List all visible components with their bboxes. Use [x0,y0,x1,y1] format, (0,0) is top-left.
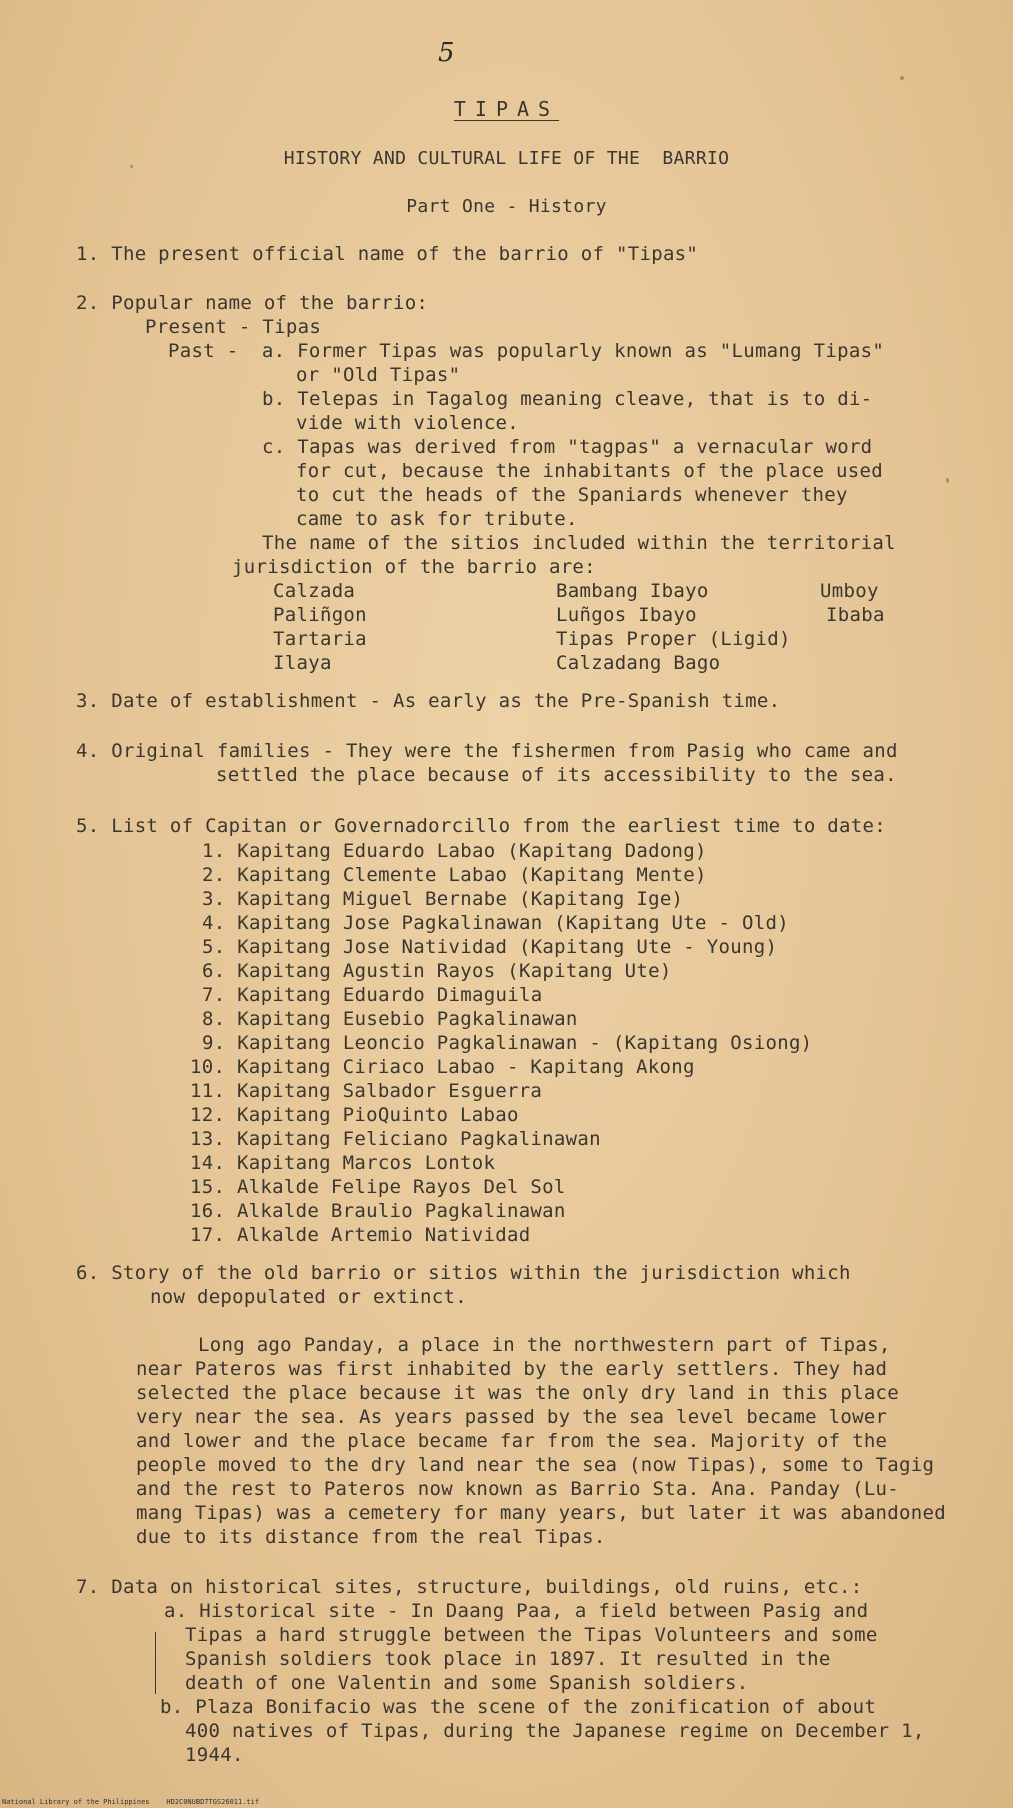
story-paragraph-line: mang Tipas) was a cemetery for many years, but later it was abandoned [136,1502,946,1524]
capitan-list-item: 4. Kapitang Jose Pagkalinawan (Kapitang Ute - Old) [202,912,789,934]
sitio-name: Ibaba [826,604,885,626]
item-2-heading: 2. Popular name of the barrio: [76,292,429,314]
capitan-list-item: 14. Kapitang Marcos Lontok [190,1152,496,1174]
historical-site-b: b. Plaza Bonifacio was the scene of the zonification of about [160,1696,877,1718]
capitan-list-item: 3. Kapitang Miguel Bernabe (Kapitang Ige) [202,888,684,910]
sitio-name: Tartaria [273,628,367,650]
sitios-intro-cont: jurisdiction of the barrio are: [232,556,596,578]
sitio-name: Tipas Proper (Ligid) [556,628,791,650]
item-2-past-b: b. Telepas in Tagalog meaning cleave, that is to di- [262,388,873,410]
item-2-past-c: c. Tapas was derived from "tagpas" a vernacular word [262,436,873,458]
capitan-list-item: 5. Kapitang Jose Natividad (Kapitang Ute - Young) [202,936,778,958]
item-6: 6. Story of the old barrio or sitios within the jurisdiction which [76,1262,851,1284]
capitan-list-item: 2. Kapitang Clemente Labao (Kapitang Mente) [202,864,707,886]
item-1: 1. The present official name of the barrio of "Tipas" [76,243,699,265]
margin-pencil-mark [155,1632,156,1694]
item-2-past-a: Past - a. Former Tipas was popularly known as "Lumang Tipas" [168,340,885,362]
page-number: 5 [438,38,455,68]
historical-site-a-cont: Spanish soldiers took place in 1897. It resulted in the [185,1648,831,1670]
document-subtitle: HISTORY AND CULTURAL LIFE OF THE BARRIO [283,148,730,169]
sitios-intro: The name of the sitios included within the territorial [262,532,896,554]
item-2-past-c-cont: for cut, because the inhabitants of the place used [296,460,883,482]
capitan-list-item: 10. Kapitang Ciriaco Labao - Kapitang Akong [190,1056,695,1078]
story-paragraph-line: Long ago Panday, a place in the northwestern part of Tipas, [198,1334,891,1356]
part-heading: Part One - History [406,196,607,217]
story-paragraph-line: selected the place because it was the only dry land in this place [136,1382,900,1404]
capitan-list-item: 15. Alkalde Felipe Rayos Del Sol [190,1176,566,1198]
capitan-list-item: 8. Kapitang Eusebio Pagkalinawan [202,1008,578,1030]
historical-site-b-cont: 1944. [185,1744,244,1766]
historical-site-a: a. Historical site - In Daang Paa, a field between Pasig and [164,1600,869,1622]
capitan-list-item: 17. Alkalde Artemio Natividad [190,1224,531,1246]
item-2-present: Present - Tipas [145,316,322,338]
capitan-list-item: 1. Kapitang Eduardo Labao (Kapitang Dadong) [202,840,707,862]
document-title: TIPAS [453,97,560,121]
story-paragraph-line: and lower and the place became far from the sea. Majority of the [136,1430,888,1452]
item-5-heading: 5. List of Capitan or Governadorcillo from the earliest time to date: [76,815,886,837]
story-paragraph-line: near Pateros was first inhabited by the early settlers. They had [136,1358,888,1380]
item-4-cont: settled the place because of its accessibility to the sea. [216,764,897,786]
story-paragraph-line: and the rest to Pateros now known as Barrio Sta. Ana. Panday (Lu- [136,1478,900,1500]
capitan-list-item: 12. Kapitang PioQuinto Labao [190,1104,519,1126]
item-6-cont: now depopulated or extinct. [150,1286,467,1308]
historical-site-a-cont: Tipas a hard struggle between the Tipas Volunteers and some [185,1624,878,1646]
item-2-past-b-cont: vide with violence. [296,412,520,434]
item-7-heading: 7. Data on historical sites, structure, buildings, old ruins, etc.: [76,1576,863,1598]
sitio-name: Bambang Ibayo [556,580,709,602]
item-2-past-a-cont: or "Old Tipas" [296,364,461,386]
capitan-list-item: 16. Alkalde Braulio Pagkalinawan [190,1200,566,1222]
capitan-list-item: 7. Kapitang Eduardo Dimaguila [202,984,543,1006]
capitan-list-item: 9. Kapitang Leoncio Pagkalinawan - (Kapitang Osiong) [202,1032,813,1054]
historical-site-b-cont: 400 natives of Tipas, during the Japanese regime on December 1, [185,1720,925,1742]
sitio-name: Umboy [820,580,879,602]
capitan-list-item: 11. Kapitang Salbador Esguerra [190,1080,543,1102]
paper-speck [946,478,949,483]
sitio-name: Luñgos Ibayo [556,604,697,626]
paper-speck [900,76,904,80]
story-paragraph-line: very near the sea. As years passed by the sea level became lower [136,1406,888,1428]
sitio-name: Ilaya [273,652,332,674]
item-2-past-c-cont: came to ask for tribute. [296,508,578,530]
story-paragraph-line: due to its distance from the real Tipas. [136,1526,606,1548]
item-2-past-c-cont: to cut the heads of the Spaniards whenever they [296,484,848,506]
capitan-list-item: 13. Kapitang Feliciano Pagkalinawan [190,1128,601,1150]
item-4: 4. Original families - They were the fishermen from Pasig who came and [76,740,898,762]
capitan-list-item: 6. Kapitang Agustin Rayos (Kapitang Ute) [202,960,672,982]
item-3: 3. Date of establishment - As early as the Pre-Spanish time. [76,690,781,712]
story-paragraph-line: people moved to the dry land near the sea (now Tipas), some to Tagig [136,1454,935,1476]
archive-footer: National Library of the Philippines HD2C0NUBD7TGS26011.tif [2,1798,260,1806]
sitio-name: Paliñgon [273,604,367,626]
historical-site-a-cont: death of one Valentin and some Spanish soldiers. [185,1672,749,1694]
sitio-name: Calzada [273,580,356,602]
sitio-name: Calzadang Bago [556,652,721,674]
